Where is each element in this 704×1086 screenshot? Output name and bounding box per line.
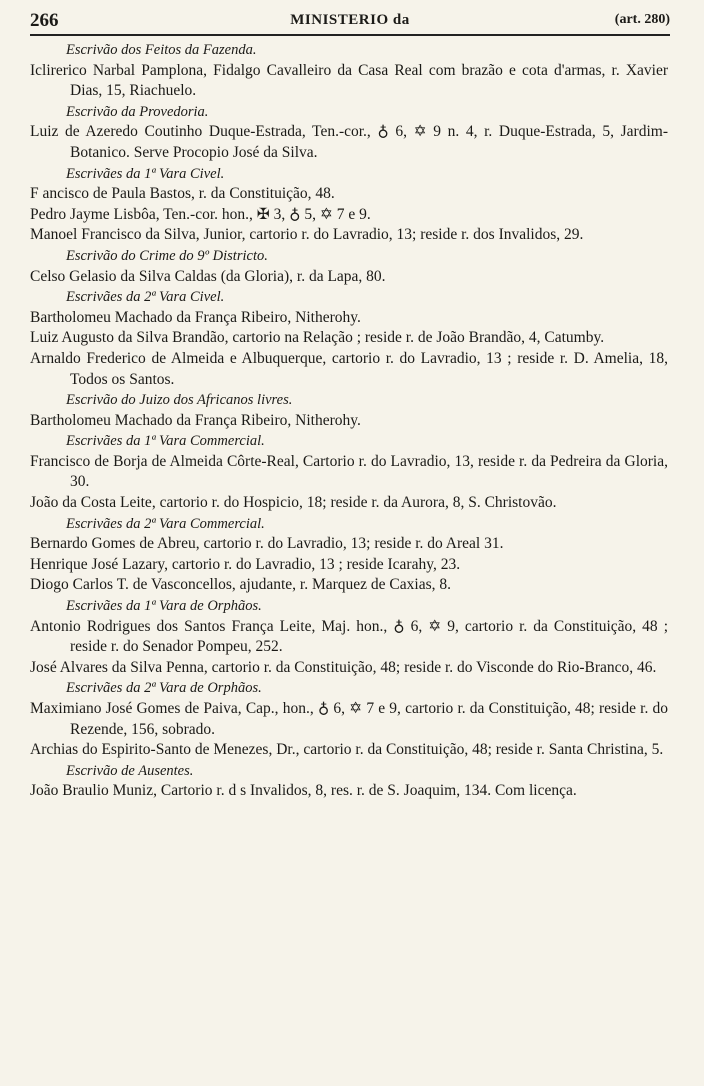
entry: Bernardo Gomes de Abreu, cartorio r. do Lavradio, 13; reside r. do Areal 31. — [30, 535, 504, 553]
section-heading: Escrivães da 2ª Vara Civel. — [66, 289, 225, 306]
entry: João Braulio Muniz, Cartorio r. d s Invalidos, 8, res. r. de S. Joaquim, 134. Com licença. — [30, 782, 577, 800]
section-heading: Escrivães da 2ª Vara Commercial. — [66, 515, 265, 532]
entry: Archias do Espirito-Santo de Menezes, Dr., cartorio r. da Constituição, 48; reside r. Santa Christina, 5. — [30, 741, 664, 759]
section-heading: Escrivães da 1ª Vara Commercial. — [66, 433, 265, 450]
entry: Pedro Jayme Lisbôa, Ten.-cor. hon., ✠ 3, ♁ 5, ✡ 7 e 9. — [30, 205, 371, 223]
section-heading: Escrivães da 1ª Vara de Orphãos. — [66, 598, 262, 615]
entry: Francisco de Borja de Almeida Côrte-Real, Cartorio r. do Lavradio, 13, reside r. da Pedreira da Gloria, 30. — [30, 452, 668, 491]
entry: Bartholomeu Machado da França Ribeiro, Nitherohy. — [30, 308, 361, 326]
entry: Manoel Francisco da Silva, Junior, cartorio r. do Lavradio, 13; reside r. dos Invalidos, 29. — [30, 226, 584, 244]
entry: João da Costa Leite, cartorio r. do Hospicio, 18; reside r. da Aurora, 8, S. Christovão. — [30, 494, 557, 512]
entry: Iclirerico Narbal Pamplona, Fidalgo Cavalleiro da Casa Real com brazão e cota d'armas, r. Xavier Dias, 15, Riachuelo. — [30, 61, 668, 100]
entry: Luiz Augusto da Silva Brandão, cartorio na Relação ; reside r. de João Brandão, 4, Catumby. — [30, 329, 605, 347]
entry: Maximiano José Gomes de Paiva, Cap., hon., ♁ 6, ✡ 7 e 9, cartorio r. da Constituição, 48; reside r. do Rezende, 156, sobrado. — [30, 700, 668, 738]
entry: F ancisco de Paula Bastos, r. da Constituição, 48. — [30, 185, 335, 203]
section-heading: Escrivão do Juizo dos Africanos livres. — [66, 392, 293, 409]
entry: Henrique José Lazary, cartorio r. do Lavradio, 13 ; reside Icarahy, 23. — [30, 555, 461, 573]
entry: Celso Gelasio da Silva Caldas (da Gloria), r. da Lapa, 80. — [30, 267, 386, 285]
entry: Antonio Rodrigues dos Santos França Leite, Maj. hon., ♁ 6, ✡ 9, cartorio r. da Constituição, 48 ; reside r. do Senador Pompeu, 252. — [30, 617, 668, 656]
article-reference: (art. 280) — [614, 12, 670, 27]
entry: José Alvares da Silva Penna, cartorio r. da Constituição, 48; reside r. do Visconde do Rio-Branco, 46. — [30, 658, 657, 676]
section-heading: Escrivão do Crime do 9º Districto. — [66, 247, 268, 264]
entry: Diogo Carlos T. de Vasconcellos, ajudante, r. Marquez de Caxias, 8. — [30, 576, 451, 594]
section-heading: Escrivão de Ausentes. — [66, 762, 194, 779]
entry: Arnaldo Frederico de Almeida e Albuquerque, cartorio r. do Lavradio, 13 ; reside r. D. Amelia, 18, Todos os Santos. — [30, 349, 668, 388]
directory-content — [30, 40, 668, 802]
header-rule — [30, 34, 670, 36]
entry: Luiz de Azeredo Coutinho Duque-Estrada, Ten.-cor., ♁ 6, ✡ 9 n. 4, r. Duque-Estrada, 5, Jardim-Botanico. Serve Procopio José da Silva. — [30, 123, 668, 161]
page-header — [30, 10, 670, 34]
running-title: MINISTERIO da — [290, 12, 410, 28]
section-heading: Escrivães da 2ª Vara de Orphãos. — [66, 680, 262, 697]
section-heading: Escrivães da 1ª Vara Civel. — [66, 165, 225, 182]
entry: Bartholomeu Machado da França Ribeiro, Nitherohy. — [30, 411, 361, 429]
section-heading: Escrivão dos Feitos da Fazenda. — [66, 42, 257, 58]
page-number: 266 — [30, 10, 59, 31]
section-heading: Escrivão da Provedoria. — [66, 103, 209, 120]
